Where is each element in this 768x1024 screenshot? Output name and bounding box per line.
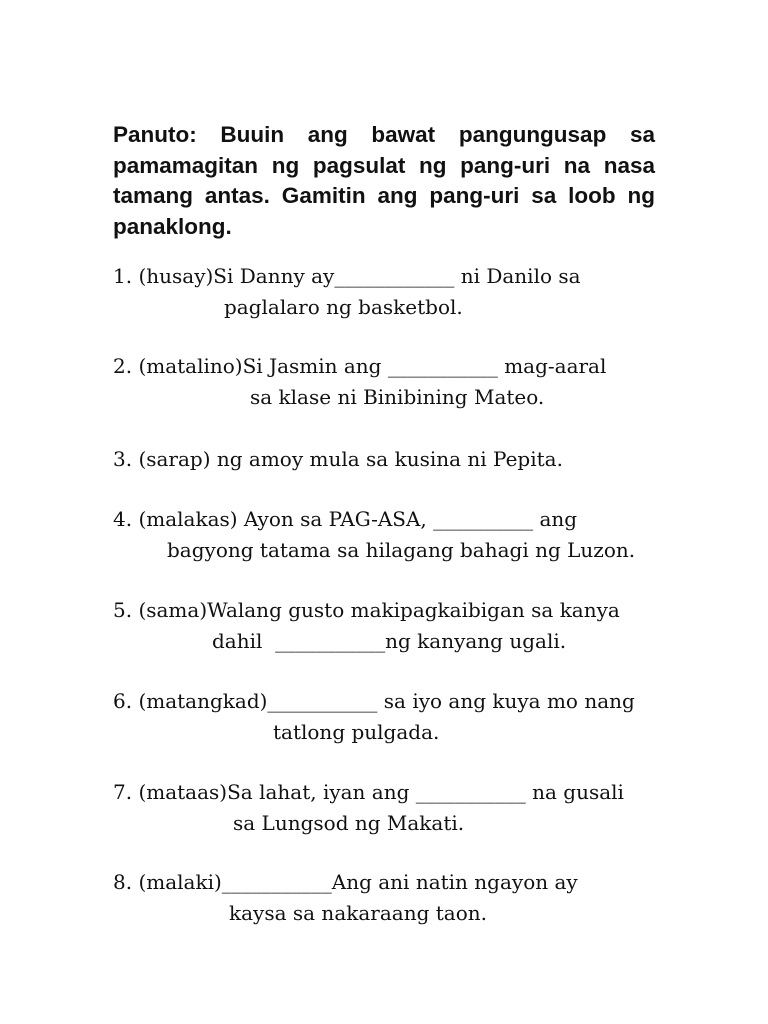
question-3-line-1: 3. (sarap) ng amoy mula sa kusina ni Pepita. bbox=[113, 447, 563, 471]
question-item-8 bbox=[113, 867, 673, 929]
question-7-line-2: sa Lungsod ng Makati. bbox=[233, 811, 465, 835]
question-item-3 bbox=[113, 444, 673, 475]
question-item-5 bbox=[113, 595, 673, 657]
instructions-text: Panuto: Buuin ang bawat pangungusap sa pamamagitan ng pagsulat ng pang-uri na nasa tamang antas. Gamitin ang pang-uri sa loob ng panaklong. bbox=[113, 122, 655, 239]
question-4-line-2: bagyong tatama sa hilagang bahagi ng Luzon. bbox=[167, 538, 636, 562]
question-item-1 bbox=[113, 261, 673, 323]
question-1-line-1: 1. (husay)Si Danny ay____________ ni Danilo sa bbox=[113, 264, 581, 288]
question-item-2 bbox=[113, 351, 673, 413]
question-4-line-1: 4. (malakas) Ayon sa PAG-ASA, __________ ang bbox=[113, 507, 578, 531]
question-item-4 bbox=[113, 504, 673, 566]
question-item-7 bbox=[113, 777, 673, 839]
question-5-line-1: 5. (sama)Walang gusto makipagkaibigan sa kanya bbox=[113, 598, 620, 622]
question-1-line-2: paglalaro ng basketbol. bbox=[224, 295, 463, 319]
question-2-line-2: sa klase ni Binibining Mateo. bbox=[250, 385, 545, 409]
question-6-line-1: 6. (matangkad)___________ sa iyo ang kuya mo nang bbox=[113, 689, 635, 713]
question-7-line-1: 7. (mataas)Sa lahat, iyan ang ___________ na gusali bbox=[113, 780, 624, 804]
question-6-line-2: tatlong pulgada. bbox=[273, 720, 440, 744]
question-8-line-2: kaysa sa nakaraang taon. bbox=[229, 901, 487, 925]
question-item-6 bbox=[113, 686, 673, 748]
question-5-line-2: dahil ___________ng kanyang ugali. bbox=[212, 629, 567, 653]
question-2-line-1: 2. (matalino)Si Jasmin ang ___________ mag-aaral bbox=[113, 354, 607, 378]
question-8-line-1: 8. (malaki)___________Ang ani natin ngayon ay bbox=[113, 870, 578, 894]
